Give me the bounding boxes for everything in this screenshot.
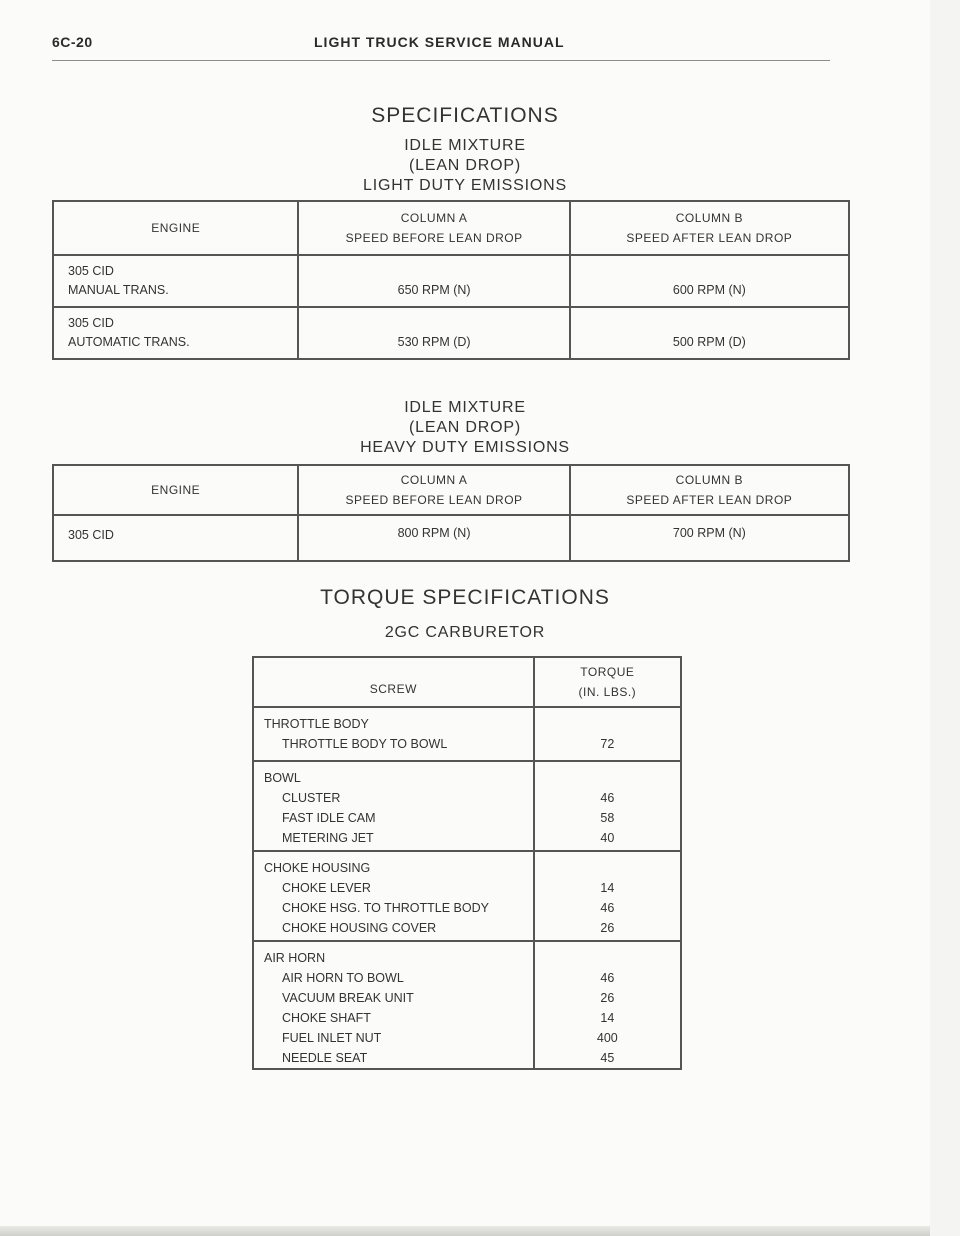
torque-value: 400 — [596, 1031, 618, 1045]
header-column-a-label: COLUMN A — [400, 211, 468, 225]
specifications-title-block — [0, 104, 930, 128]
group-name: AIR HORN — [264, 951, 326, 965]
heavy-duty-title — [0, 398, 930, 458]
item-label: VACUUM BREAK UNIT — [282, 991, 414, 1005]
table-row — [253, 707, 681, 761]
header-torque-units: (IN. LBS.) — [578, 685, 637, 699]
column-a-value: 800 RPM (N) — [298, 515, 569, 561]
header-column-a — [298, 201, 569, 255]
light-duty-header-row — [53, 201, 849, 255]
torque-title: TORQUE SPECIFICATIONS — [320, 586, 610, 609]
header-column-a-desc: SPEED BEFORE LEAN DROP — [345, 231, 523, 245]
engine-name: 305 CID — [68, 264, 114, 278]
screw-group-cell — [253, 851, 534, 941]
torque-values-cell — [534, 851, 681, 941]
screw-group-cell — [253, 941, 534, 1069]
header-column-b-label: COLUMN B — [675, 473, 744, 487]
torque-values-cell — [534, 761, 681, 851]
header-engine: ENGINE — [53, 465, 298, 515]
torque-value: 40 — [600, 831, 615, 845]
item-label: CHOKE HOUSING COVER — [282, 921, 437, 935]
engine-trans: AUTOMATIC TRANS. — [68, 335, 190, 349]
torque-value: 14 — [600, 881, 615, 895]
table-row — [53, 515, 849, 561]
item-label: THROTTLE BODY TO BOWL — [282, 737, 448, 751]
torque-value: 26 — [600, 991, 615, 1005]
torque-value: 14 — [600, 1011, 615, 1025]
item-label: CHOKE SHAFT — [282, 1011, 371, 1025]
torque-table — [252, 656, 682, 1070]
heavy-duty-title-line-2: (LEAN DROP) — [409, 419, 521, 436]
column-a-value: 650 RPM (N) — [298, 255, 569, 307]
table-row — [253, 941, 681, 1069]
light-duty-title — [0, 136, 930, 196]
torque-value: 46 — [600, 901, 615, 915]
engine-name: 305 CID — [68, 316, 114, 330]
torque-value: 58 — [600, 811, 615, 825]
torque-subtitle: 2GC CARBURETOR — [384, 624, 546, 641]
light-duty-title-line-2: (LEAN DROP) — [409, 157, 521, 174]
table-row — [253, 761, 681, 851]
item-label: METERING JET — [282, 831, 374, 845]
item-label: AIR HORN TO BOWL — [282, 971, 404, 985]
engine-cell: 305 CID — [53, 515, 298, 561]
specifications-title: SPECIFICATIONS — [371, 104, 559, 127]
page-number: 6C-20 — [52, 34, 93, 50]
item-label: CLUSTER — [282, 791, 341, 805]
table-row — [53, 255, 849, 307]
light-duty-title-line-1: IDLE MIXTURE — [404, 137, 526, 154]
column-b-value: 700 RPM (N) — [570, 515, 849, 561]
header-column-a-desc: SPEED BEFORE LEAN DROP — [345, 493, 523, 507]
item-label: CHOKE HSG. TO THROTTLE BODY — [282, 901, 489, 915]
item-label: FAST IDLE CAM — [282, 811, 376, 825]
engine-cell — [53, 307, 298, 359]
torque-values-cell — [534, 707, 681, 761]
torque-value: 72 — [600, 737, 615, 751]
torque-value: 46 — [600, 791, 615, 805]
column-b-value: 600 RPM (N) — [570, 255, 849, 307]
item-label: FUEL INLET NUT — [282, 1031, 382, 1045]
heavy-duty-title-line-3: HEAVY DUTY EMISSIONS — [360, 439, 570, 456]
page-bottom-edge — [0, 1226, 930, 1236]
header-column-a — [298, 465, 569, 515]
header-column-b-desc: SPEED AFTER LEAN DROP — [626, 231, 793, 245]
group-name: THROTTLE BODY — [264, 717, 369, 731]
running-head: LIGHT TRUCK SERVICE MANUAL — [314, 34, 565, 50]
header-screw: SCREW — [253, 657, 534, 707]
screw-group-cell — [253, 707, 534, 761]
header-column-b — [570, 201, 849, 255]
engine-trans: MANUAL TRANS. — [68, 283, 169, 297]
torque-values-cell — [534, 941, 681, 1069]
header-column-b-desc: SPEED AFTER LEAN DROP — [626, 493, 793, 507]
column-b-value: 500 RPM (D) — [570, 307, 849, 359]
screw-group-cell — [253, 761, 534, 851]
heavy-duty-title-line-1: IDLE MIXTURE — [404, 399, 526, 416]
light-duty-title-line-3: LIGHT DUTY EMISSIONS — [363, 177, 567, 194]
engine-cell — [53, 255, 298, 307]
group-name: BOWL — [264, 771, 301, 785]
header-torque — [534, 657, 681, 707]
item-label: NEEDLE SEAT — [282, 1051, 368, 1065]
torque-title-block — [0, 586, 930, 610]
torque-subtitle-block — [0, 624, 930, 642]
header-engine: ENGINE — [53, 201, 298, 255]
light-duty-table — [52, 200, 850, 360]
header-column-b-label: COLUMN B — [675, 211, 744, 225]
header-column-a-label: COLUMN A — [400, 473, 468, 487]
item-label: CHOKE LEVER — [282, 881, 371, 895]
heavy-duty-header-row — [53, 465, 849, 515]
table-row — [53, 307, 849, 359]
torque-header-row — [253, 657, 681, 707]
torque-value: 46 — [600, 971, 615, 985]
torque-value: 26 — [600, 921, 615, 935]
column-a-value: 530 RPM (D) — [298, 307, 569, 359]
table-row — [253, 851, 681, 941]
torque-value: 45 — [600, 1051, 615, 1065]
group-name: CHOKE HOUSING — [264, 861, 371, 875]
header-column-b — [570, 465, 849, 515]
heavy-duty-table — [52, 464, 850, 562]
header-torque-label: TORQUE — [580, 665, 635, 679]
page-header — [52, 34, 830, 61]
